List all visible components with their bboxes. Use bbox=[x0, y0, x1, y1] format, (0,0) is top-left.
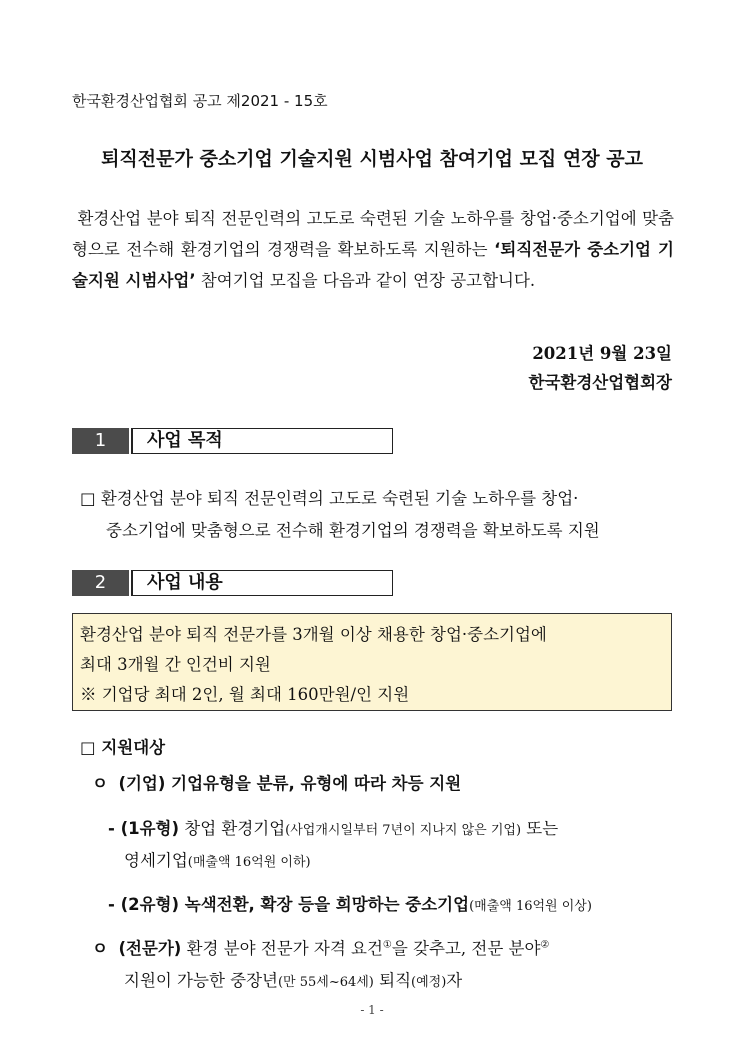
notice-number: 한국환경산업협회 공고 제2021 - 15호 bbox=[72, 92, 328, 110]
purpose-line-1: 환경산업 분야 퇴직 전문인력의 고도로 숙련된 기술 노하우를 창업· bbox=[100, 489, 579, 508]
type1-note: (사업개시일부터 7년이 지나지 않은 기업) bbox=[285, 823, 522, 838]
expert-line-2 bbox=[124, 967, 462, 991]
section-number-2: 2 bbox=[72, 570, 129, 596]
purpose-item bbox=[80, 483, 680, 547]
company-item bbox=[92, 770, 461, 794]
type2-prefix: - (2유형) 녹색전환, 확장 등을 희망하는 중소기업 bbox=[108, 895, 470, 914]
expert-age-note: (만 55세~64세) bbox=[277, 975, 374, 990]
expert-label: (전문가) bbox=[118, 939, 182, 958]
section-title-2: 사업 내용 bbox=[131, 570, 393, 596]
summary-note: ※ 기업당 최대 2인, 월 최대 160만원/인 지원 bbox=[80, 685, 410, 704]
type2-note: (매출액 16억원 이상) bbox=[469, 899, 592, 914]
type1-line-1 bbox=[108, 815, 558, 839]
summary-box bbox=[72, 613, 672, 711]
expert-text-2: 을 갖추고, 전문 분야 bbox=[391, 939, 541, 958]
expert-text-1: 환경 분야 전문가 자격 요건 bbox=[181, 939, 383, 958]
target-heading: □ 지원대상 bbox=[80, 738, 166, 757]
circle-bullet-icon: ㅇ bbox=[92, 939, 108, 958]
type2-line bbox=[108, 891, 592, 915]
expert-line2-a: 지원이 가능한 중장년 bbox=[124, 971, 278, 990]
expert-footnote-2: ② bbox=[540, 939, 550, 951]
type1-text: 창업 환경기업 bbox=[179, 819, 286, 838]
type1-line2-text: 영세기업 bbox=[124, 851, 188, 870]
expert-footnote-1: ① bbox=[382, 939, 392, 951]
checkbox-bullet-icon: □ bbox=[80, 489, 96, 508]
intro-program-name: ‘퇴직전문가 중소기업 기술지원 시범사업’ bbox=[72, 240, 674, 290]
type1-line-2 bbox=[124, 847, 311, 871]
document-title: 퇴직전문가 중소기업 기술지원 시범사업 참여기업 모집 연장 공고 bbox=[101, 148, 643, 170]
type1-line2-note: (매출액 16억원 이하) bbox=[187, 855, 311, 870]
expert-expected-note: (예정) bbox=[411, 975, 447, 990]
type1-or: 또는 bbox=[521, 819, 559, 838]
issuing-organization: 한국환경산업협회장 bbox=[528, 373, 672, 392]
intro-paragraph bbox=[72, 203, 674, 296]
section-title-1: 사업 목적 bbox=[131, 428, 393, 454]
intro-text-before: 환경산업 분야 퇴직 전문인력의 고도로 숙련된 기술 노하우를 창업·중소기업에 맞춤형으로 전수해 환경기업의 경쟁력을 확보하도록 지원하는 bbox=[72, 209, 674, 259]
section-number-1: 1 bbox=[72, 428, 129, 454]
company-heading: (기업) 기업유형을 분류, 유형에 따라 차등 지원 bbox=[118, 774, 462, 793]
purpose-line-2: 중소기업에 맞춤형으로 전수해 환경기업의 경쟁력을 확보하도록 지원 bbox=[106, 521, 600, 540]
summary-line-2: 최대 3개월 간 인건비 지원 bbox=[80, 655, 271, 674]
notice-date: 2021년 9월 23일 bbox=[532, 344, 672, 363]
intro-text-after: 참여기업 모집을 다음과 같이 연장 공고합니다. bbox=[195, 271, 536, 290]
summary-line-1: 환경산업 분야 퇴직 전문가를 3개월 이상 채용한 창업·중소기업에 bbox=[80, 625, 547, 644]
page-number: - 1 - bbox=[360, 1003, 384, 1017]
expert-line2-b: 퇴직 bbox=[373, 971, 412, 990]
type1-prefix: - (1유형) bbox=[108, 819, 180, 838]
circle-bullet-icon: ㅇ bbox=[92, 774, 108, 793]
expert-line-1 bbox=[92, 935, 549, 959]
expert-line2-c: 자 bbox=[446, 971, 463, 990]
